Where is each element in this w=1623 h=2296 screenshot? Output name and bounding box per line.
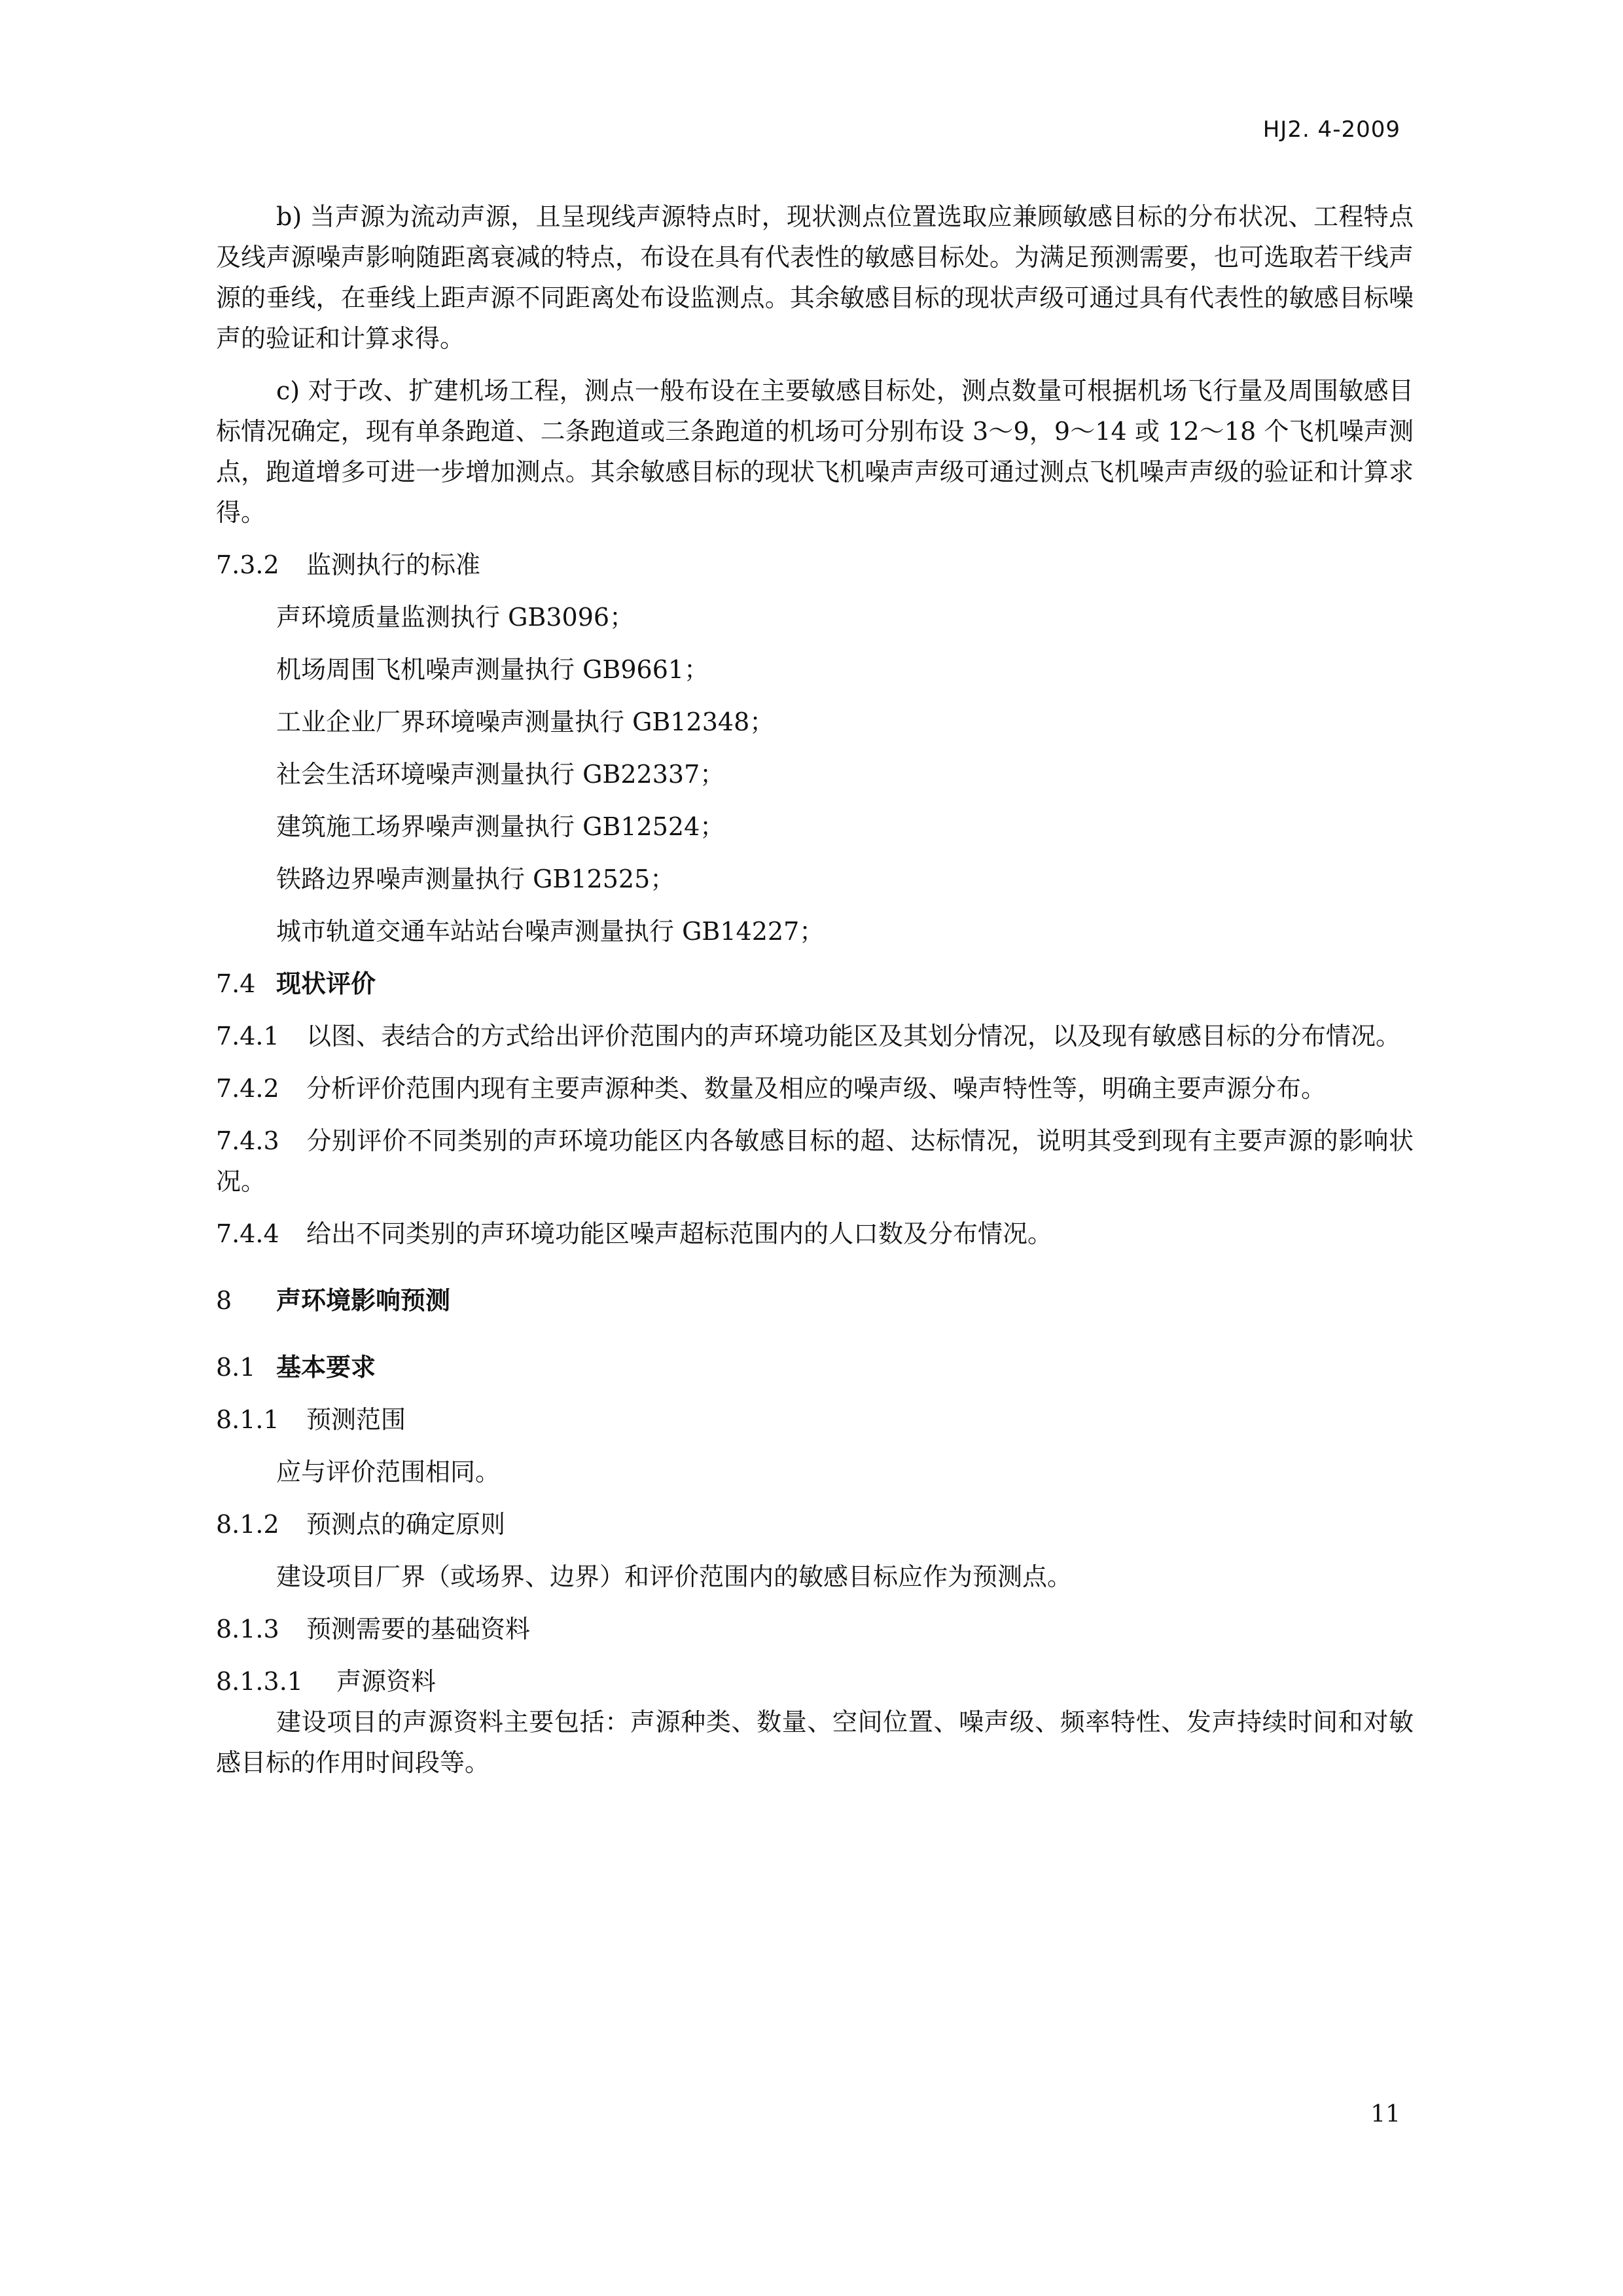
section-8-1-1-heading: [216, 1399, 1414, 1440]
section-text: 以图、表结合的方式给出评价范围内的声环境功能区及其划分情况，以及现有敏感目标的分布情况。: [306, 1022, 1401, 1050]
page-content: [216, 196, 1414, 1795]
chapter-number: 8: [216, 1286, 232, 1315]
section-number: 8.1.3: [216, 1615, 279, 1643]
chapter-title: 声环境影响预测: [276, 1286, 451, 1315]
chapter-8-heading: [216, 1280, 1414, 1321]
section-number: 7.4.2: [216, 1074, 279, 1103]
section-8-1-3-1-heading: [216, 1661, 1414, 1702]
section-7-3-2-heading: [216, 545, 1414, 585]
standard-item: 工业企业厂界环境噪声测量执行 GB12348；: [276, 708, 775, 736]
section-8-1-2-heading: [216, 1504, 1414, 1545]
section-number: 8.1.1: [216, 1405, 279, 1434]
section-title: 预测需要的基础资料: [306, 1615, 531, 1643]
section-8-1-heading: [216, 1347, 1414, 1388]
section-title: 基本要求: [276, 1353, 376, 1382]
section-7-4-1: [216, 1016, 1414, 1056]
section-number: 7.4: [216, 969, 256, 998]
section-number: 7.3.2: [216, 550, 279, 579]
section-title: 预测点的确定原则: [306, 1510, 506, 1539]
section-title: 监测执行的标准: [306, 550, 481, 579]
paragraph-b: b) 当声源为流动声源，且呈现线声源特点时，现状测点位置选取应兼顾敏感目标的分布状况、工程特点及线声源噪声影响随距离衰减的特点，布设在具有代表性的敏感目标处。为满足预测需要，也可选取若干线声源的垂线，在垂线上距声源不同距离处布设监测点。其余敏感目标的现状声级可通过具有代表性的敏感目标噪声的验证和计算求得。: [216, 202, 1414, 353]
page-number: 11: [1370, 2101, 1400, 2128]
paragraph-c: c) 对于改、扩建机场工程，测点一般布设在主要敏感目标处，测点数量可根据机场飞行量及周围敏感目标情况确定，现有单条跑道、二条跑道或三条跑道的机场可分别布设 3～9，9～14 或 12～18 个飞机噪声测点，跑道增多可进一步增加测点。其余敏感目标的现状飞机噪声声级可通过测点飞机噪声声级的验证和计算求得。: [216, 376, 1414, 527]
section-7-4-3: [216, 1121, 1414, 1202]
section-7-4-2: [216, 1068, 1414, 1109]
standard-item: 铁路边界噪声测量执行 GB12525；: [276, 865, 675, 893]
standard-item: 建筑施工场界噪声测量执行 GB12524；: [276, 812, 725, 841]
standard-code: HJ2. 4-2009: [1262, 117, 1400, 143]
section-number: 7.4.3: [216, 1126, 279, 1155]
section-text: 分析评价范围内现有主要声源种类、数量及相应的噪声级、噪声特性等，明确主要声源分布。: [306, 1074, 1327, 1103]
section-title: 声源资料: [336, 1667, 437, 1696]
section-title: 预测范围: [306, 1405, 406, 1434]
standard-item: 城市轨道交通车站站台噪声测量执行 GB14227；: [276, 917, 825, 946]
section-number: 8.1: [216, 1353, 256, 1382]
section-text: 给出不同类别的声环境功能区噪声超标范围内的人口数及分布情况。: [306, 1219, 1053, 1248]
section-number: 7.4.4: [216, 1219, 279, 1248]
section-text: 分别评价不同类别的声环境功能区内各敏感目标的超、达标情况，说明其受到现有主要声源的影响状况。: [216, 1126, 1414, 1196]
section-8-1-3-heading: [216, 1609, 1414, 1649]
section-7-4-4: [216, 1213, 1414, 1254]
section-number: 8.1.3.1: [216, 1667, 303, 1696]
standard-item: 社会生活环境噪声测量执行 GB22337；: [276, 760, 725, 789]
section-number: 7.4.1: [216, 1022, 279, 1050]
standard-item: 声环境质量监测执行 GB3096；: [276, 603, 635, 632]
standard-item: 机场周围飞机噪声测量执行 GB9661；: [276, 655, 709, 684]
section-number: 8.1.2: [216, 1510, 279, 1539]
section-body: 应与评价范围相同。: [276, 1458, 501, 1486]
section-title: 现状评价: [276, 969, 376, 998]
section-body: 建设项目厂界（或场界、边界）和评价范围内的敏感目标应作为预测点。: [276, 1562, 1073, 1591]
section-7-4-heading: [216, 963, 1414, 1004]
section-body: 建设项目的声源资料主要包括：声源种类、数量、空间位置、噪声级、频率特性、发声持续时间和对敏感目标的作用时间段等。: [216, 1708, 1414, 1777]
